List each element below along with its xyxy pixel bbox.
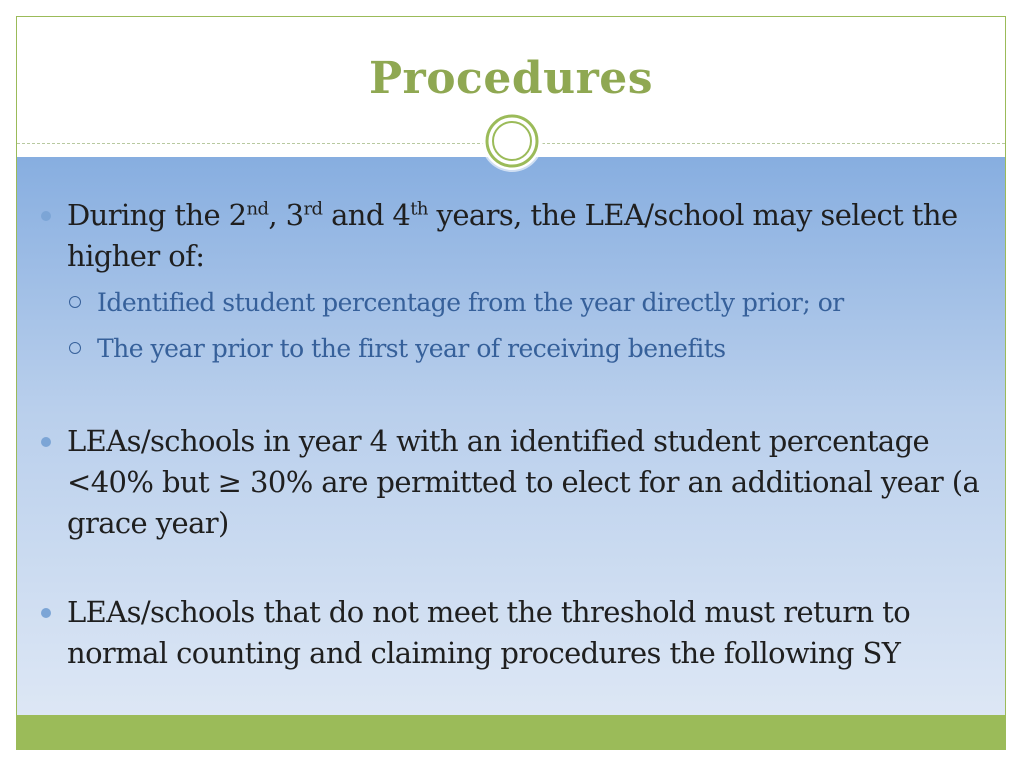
sub-bullet-text: Identified student percentage from the year directly prior; or <box>97 288 844 317</box>
bullet-3-text: LEAs/schools that do not meet the threshold must return to normal counting and claiming procedures the following SY <box>67 595 911 670</box>
hollow-circle-bullet-icon <box>69 342 81 354</box>
ordinal-suffix: nd <box>246 198 269 220</box>
slide <box>16 16 1006 750</box>
bullet-1-text-c: and 4 <box>322 198 411 232</box>
bullet-item-2 <box>39 421 989 544</box>
sub-bullet-item-2 <box>67 326 989 372</box>
bullet-2-text: LEAs/schools in year 4 with an identified student percentage <40% but ≥ 30% are permitted to elect for an additional year (a grace year) <box>67 424 980 540</box>
filled-circle-bullet-icon <box>41 437 51 447</box>
bullet-list <box>39 195 989 674</box>
bullet-1-text-a: During the 2 <box>67 198 247 232</box>
sub-bullet-text: The year prior to the first year of receiving benefits <box>97 334 726 363</box>
ordinal-suffix: th <box>410 198 428 220</box>
filled-circle-bullet-icon <box>41 211 51 221</box>
ordinal-suffix: rd <box>303 198 323 220</box>
slide-title: Procedures <box>368 53 654 104</box>
filled-circle-bullet-icon <box>41 608 51 618</box>
hollow-circle-bullet-icon <box>69 296 81 308</box>
double-ring-ornament-icon <box>483 112 541 170</box>
sub-bullet-item-1 <box>67 280 989 326</box>
bullet-item-3 <box>39 592 989 674</box>
sub-bullet-list <box>67 280 989 372</box>
bullet-item-1 <box>39 195 989 372</box>
footer-bar <box>17 715 1005 749</box>
bullet-1-text-d: years, the LEA/school may select the higher of: <box>67 198 958 273</box>
bullet-1-text-b: , 3 <box>268 198 304 232</box>
